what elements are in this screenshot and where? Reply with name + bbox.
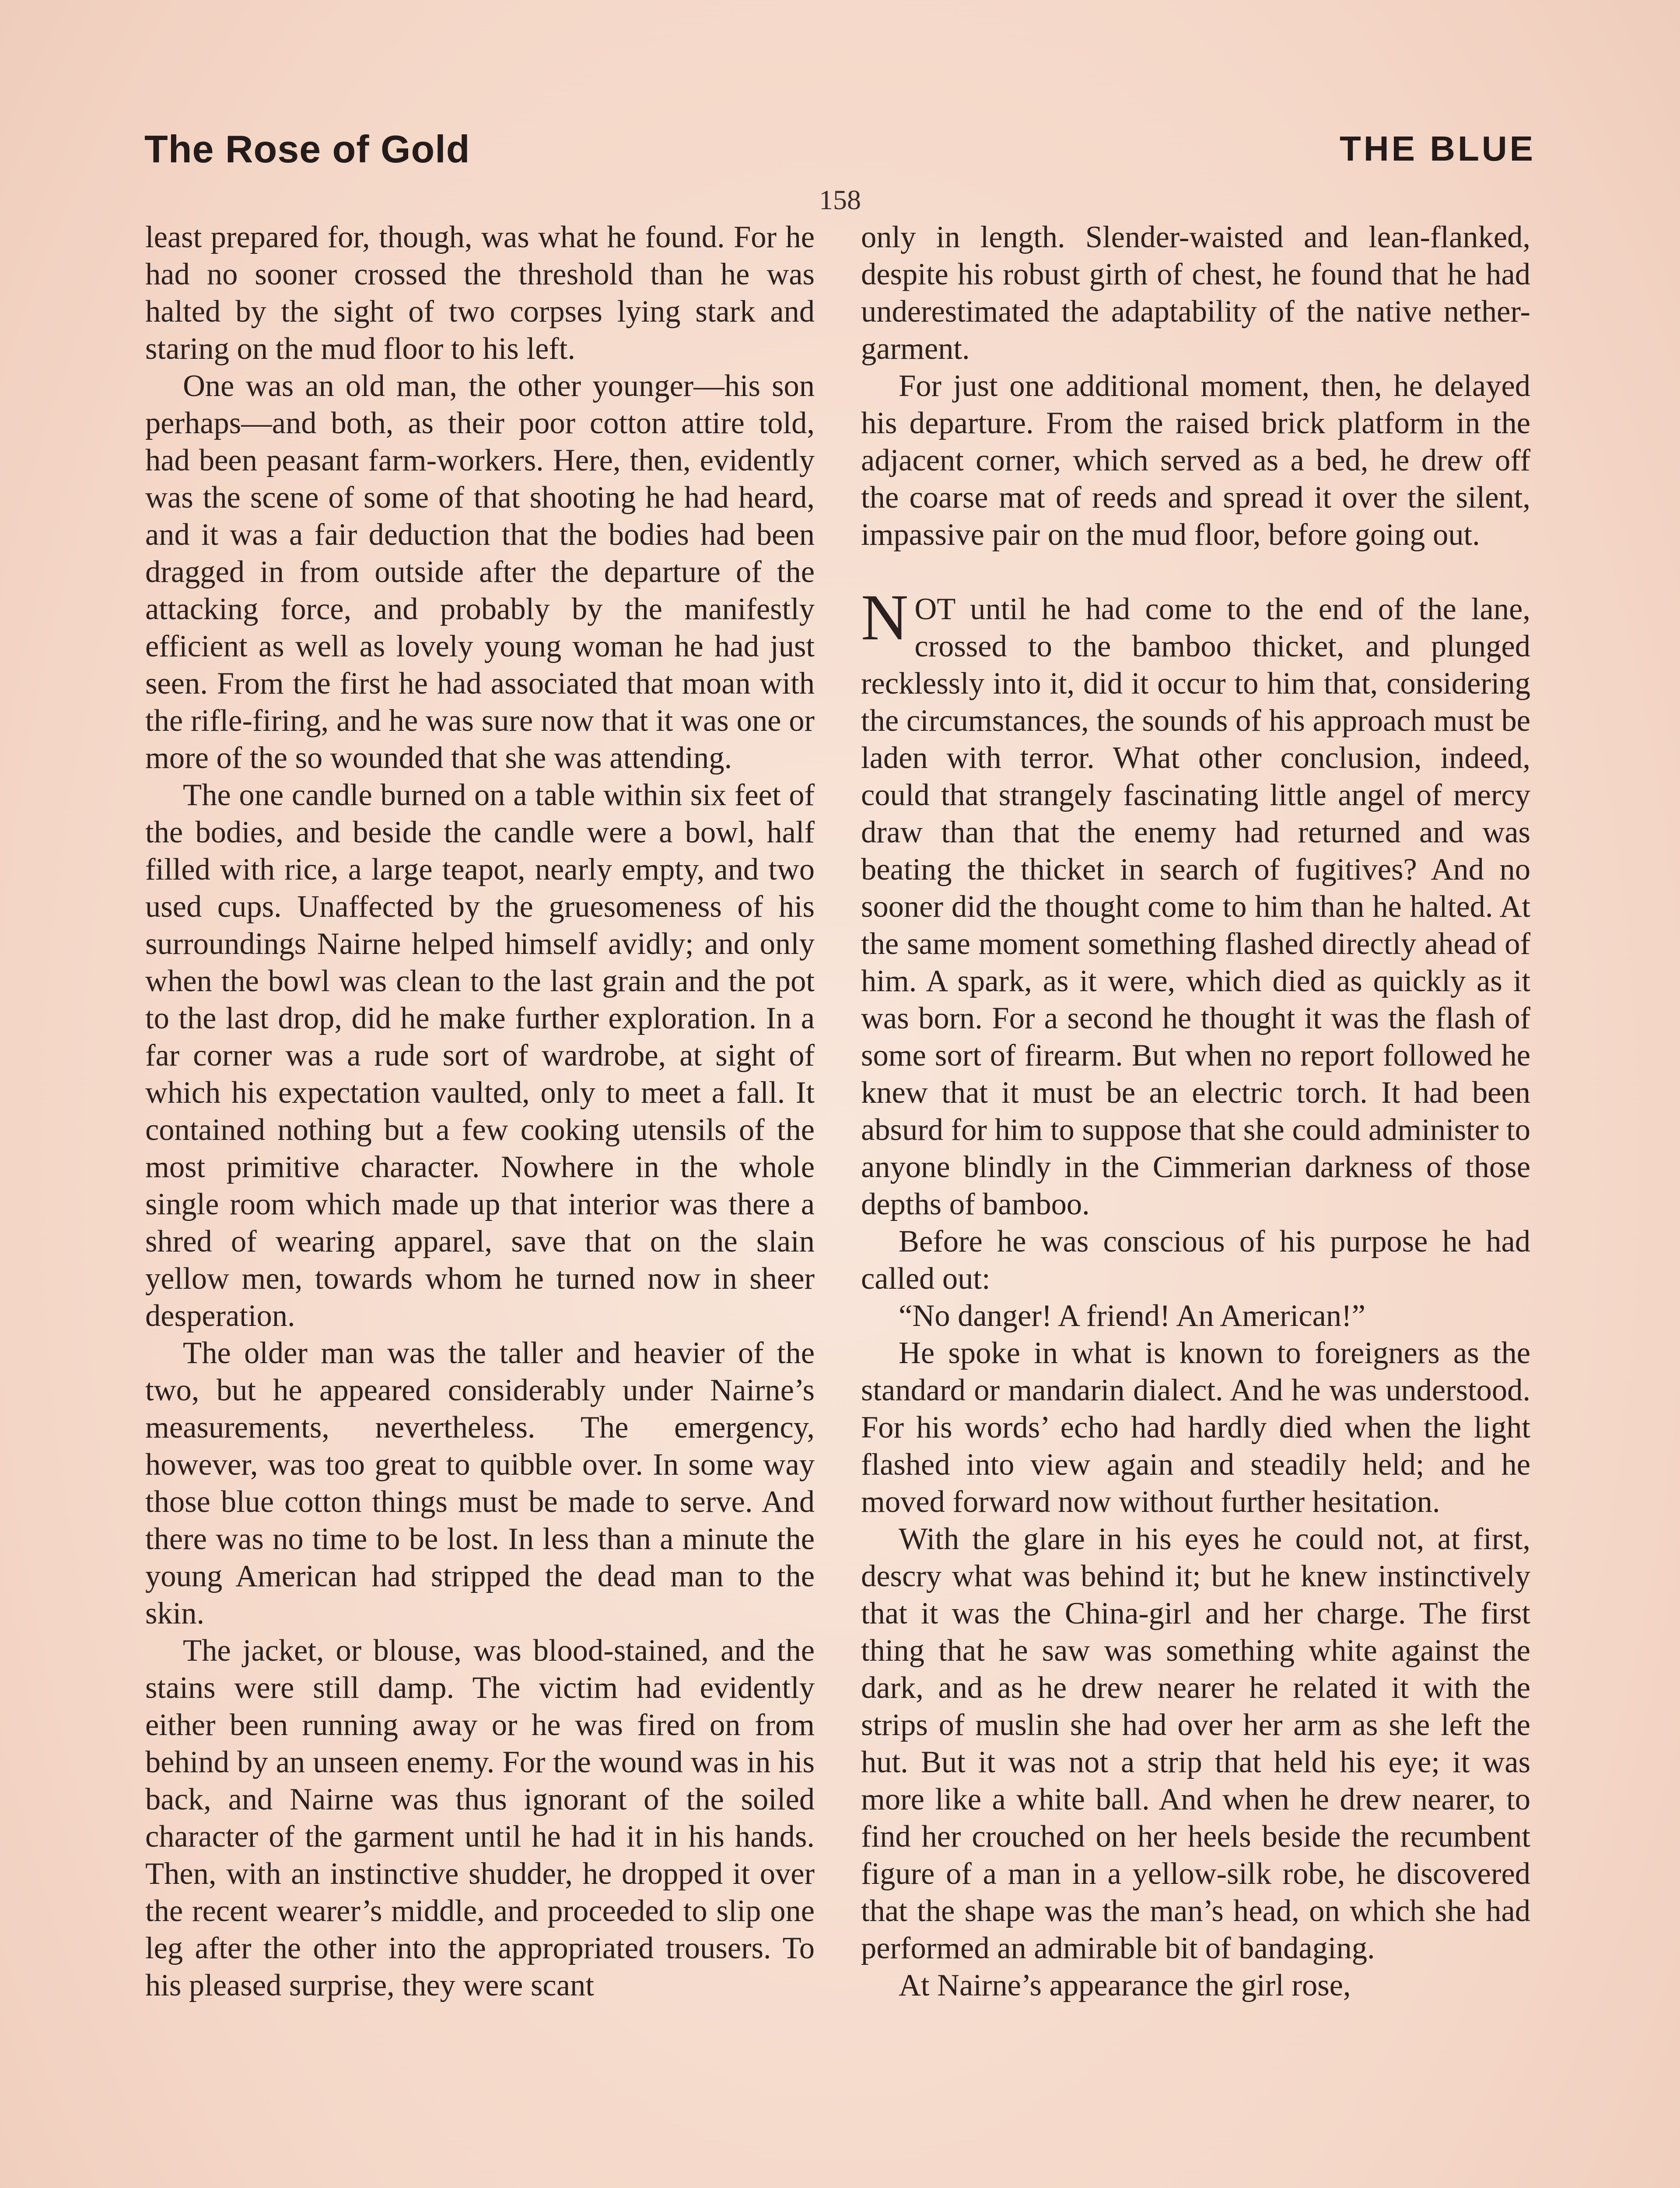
paragraph: For just one additional moment, then, he delayed his departure. From the raised brick platform in the adjacent corner, which served as a bed, he drew off the coarse mat of reeds and spread it over the silent, impassive pair on the mud floor, before going out. bbox=[861, 369, 1530, 552]
paragraph: At Nairne’s appearance the girl rose, bbox=[899, 1968, 1351, 2002]
paragraph: The one candle burned on a table within six feet of the bodies, and beside the candle were a bowl, half filled with rice, a large teapot, nearly empty, and two used cups. Unaffected by the gruesomeness of his surroundings Nairne helped himself avidly; and only when the bowl was clean to the last grain and the pot to the last drop, did he make further exploration. In a far corner was a rude sort of wardrobe, at sight of which his expectation vaulted, only to meet a fall. It contained nothing but a few cooking utensils of the most primitive character. Nowhere in the whole single room which made up that interior was there a shred of wearing apparel, save that on the slain yellow men, towards whom he turned now in sheer desperation. bbox=[145, 778, 815, 1333]
paragraph-text: OT until he had come to the end of the lane, crossed to the bamboo thicket, and plunged recklessly into it, did it occur to him that, considering the circumstances, the sounds of his approach must be laden with terror. What other conclusion, indeed, could that strangely fascinating little angel of mercy draw than that the enemy had returned and was beating the thicket in search of fugitives? And no sooner did the thought come to him than he halted. At the same moment something flashed directly ahead of him. A spark, as it were, which died as quickly as it was born. For a second he thought it was the flash of some sort of firearm. But when no report followed he knew that it must be an electric torch. It had been absurd for him to suppose that she could administer to anyone blindly in the Cimmerian darkness of those depths of bamboo. bbox=[861, 592, 1530, 1221]
paragraph: only in length. Slender-waisted and lean-flanked, despite his robust girth of chest, he found that he had underestimated the adaptability of the native nether-garment. bbox=[861, 220, 1530, 366]
section-opening-paragraph bbox=[861, 581, 1530, 1223]
paragraph: He spoke in what is known to foreigners as the standard or mandarin dialect. And he was understood. For his words’ echo had hardly died when the light flashed into view again and steadily held; and he moved forward now without further hesitation. bbox=[861, 1336, 1530, 1519]
running-header bbox=[144, 127, 1536, 179]
left-column bbox=[145, 219, 815, 2004]
paragraph: The older man was the taller and heavier of the two, but he appeared considerably under Nairne’s measurements, nevertheless. The emergency, however, was too great to quibble over. In some way those blue cotton things must be made to serve. And there was no time to be lost. In less than a minute the young American had stripped the dead man to the skin. bbox=[145, 1336, 815, 1630]
drop-cap: N bbox=[861, 581, 909, 654]
paragraph: least prepared for, though, was what he found. For he had no sooner crossed the threshold than he was halted by the sight of two corpses lying stark and staring on the mud floor to his left. bbox=[145, 220, 815, 366]
paragraph: Before he was conscious of his purpose he had called out: bbox=[861, 1224, 1530, 1296]
paragraph: One was an old man, the other younger—his son perhaps—and both, as their poor cotton attire told, had been peasant farm-workers. Here, then, evidently was the scene of some of that shooting he had heard, and it was a fair deduction that the bodies had been dragged in from outside after the departure of the attacking force, and probably by the manifestly efficient as well as lovely young woman he had just seen. From the first he had associated that moan with the rifle-firing, and he was sure now that it was one or more of the so wounded that she was attending. bbox=[145, 369, 815, 775]
right-column bbox=[861, 219, 1530, 2004]
story-title: The Rose of Gold bbox=[144, 127, 470, 171]
paragraph: “No danger! A friend! An American!” bbox=[899, 1299, 1365, 1333]
paragraph: The jacket, or blouse, was blood-stained, and the stains were still damp. The victim had evidently either been running away or he was fired on from behind by an unseen enemy. For the wound was in his back, and Nairne was thus ignorant of the soiled character of the garment until he had it in his hands. Then, with an instinctive shudder, he dropped it over the recent wearer’s middle, and proceeded to slip one leg after the other into the appropriated trousers. To his pleased surprise, they were scant bbox=[145, 1634, 815, 2002]
page-number: 158 bbox=[819, 184, 861, 215]
paragraph: With the glare in his eyes he could not, at first, descry what was behind it; but he knew instinctively that it was the China-girl and her charge. The first thing that he saw was something white against the dark, and as he drew nearer he related it with the strips of muslin she had over her arm as she left the hut. But it was not a strip that held his eye; it was more like a white ball. And when he drew nearer, to find her crouched on her heels beside the recumbent figure of a man in a yellow-silk robe, he discovered that the shape was the man’s head, on which she had performed an admirable bit of bandaging. bbox=[861, 1522, 1530, 1965]
magazine-title: THE BLUE bbox=[1340, 129, 1536, 168]
